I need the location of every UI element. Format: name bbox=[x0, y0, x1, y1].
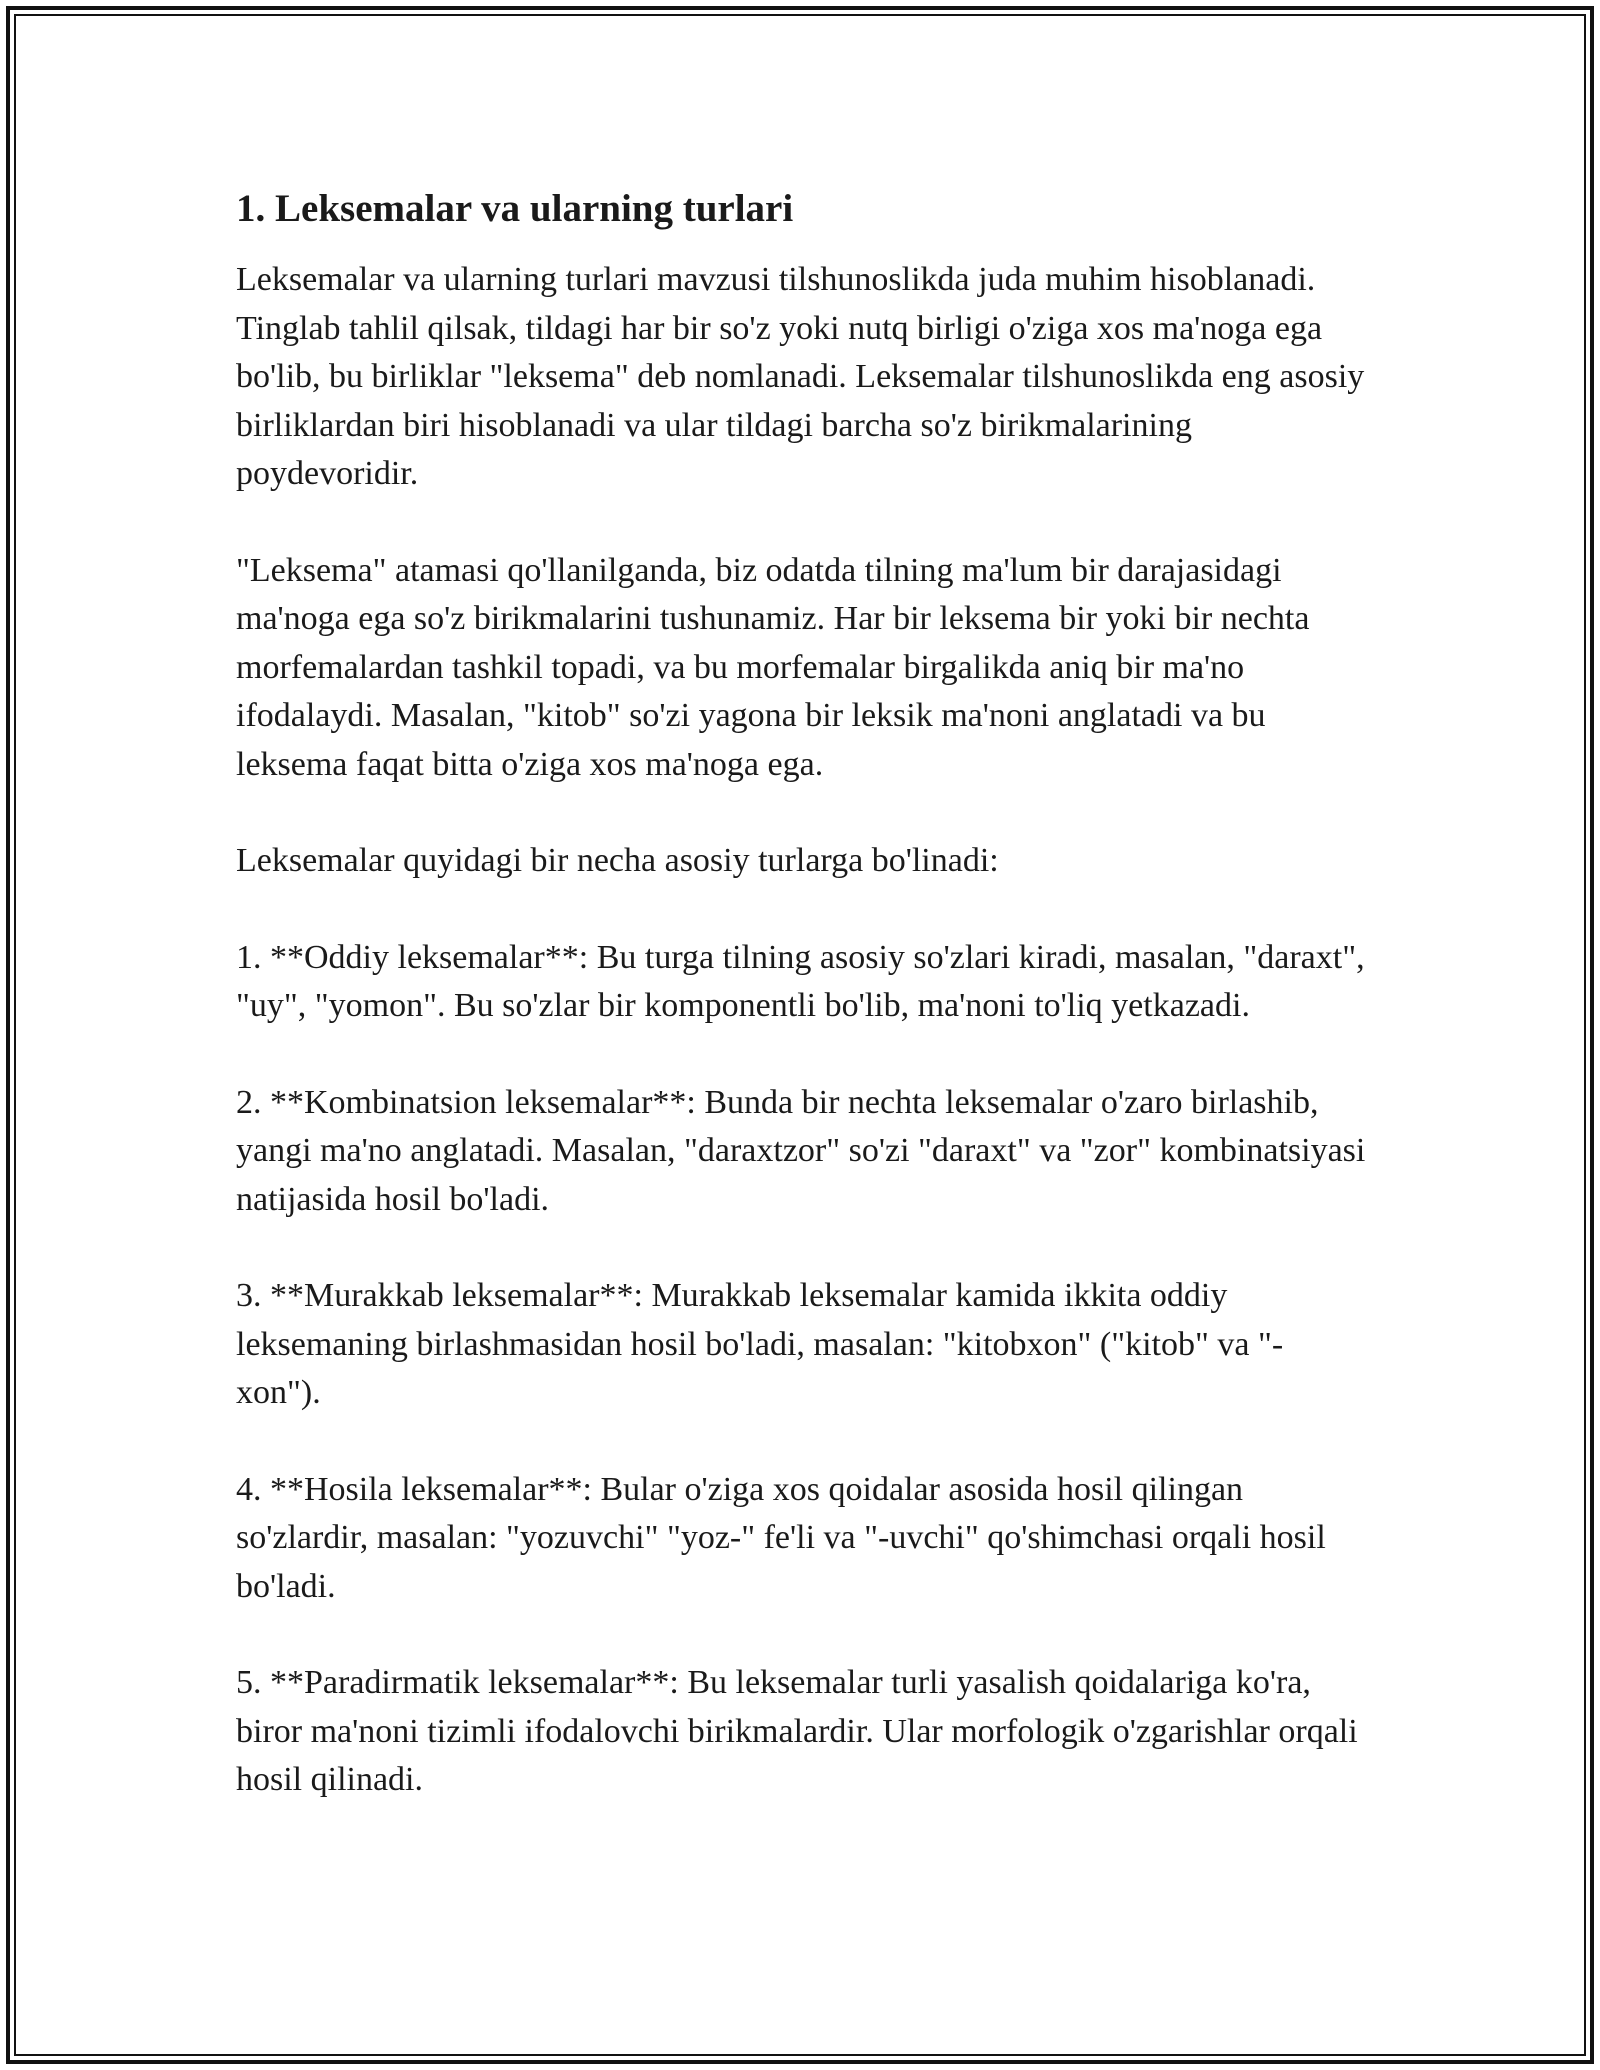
document-body bbox=[236, 184, 1366, 1853]
page-title: 1. Leksemalar va ularning turlari bbox=[236, 187, 794, 230]
paragraph-types-intro: Leksemalar quyidagi bir necha asosiy turlarga bo'linadi: bbox=[236, 842, 999, 879]
list-item-derived: 4. **Hosila leksemalar**: Bular o'ziga xos qoidalar asosida hosil qilingan so'zlardir, masalan: "yozuvchi" "yoz-" fe'li va "-uvchi" qo'shimchasi orqali hosil bo'ladi. bbox=[236, 1470, 1326, 1605]
paragraph-intro: Leksemalar va ularning turlari mavzusi tilshunoslikda juda muhim hisoblanadi. Tinglab tahlil qilsak, tildagi har bir so'z yoki nutq birligi o'ziga xos ma'noga ega bo'lib, bu birliklar "leksema" deb nomlanadi. Leksemalar tilshunoslikda eng asosiy birliklardan biri hisoblanadi va ular tildagi barcha so'z birikmalarining poydevoridir. bbox=[236, 261, 1365, 492]
list-item-paradigmatic: 5. **Paradirmatik leksemalar**: Bu leksemalar turli yasalish qoidalariga ko'ra, biror ma'noni tizimli ifodalovchi birikmalardir. Ular morfologik o'zgarishlar orqali hosil qilinadi. bbox=[236, 1664, 1358, 1798]
list-item-compound: 3. **Murakkab leksemalar**: Murakkab leksemalar kamida ikkita oddiy leksemaning birlashmasidan hosil bo'ladi, masalan: "kitobxon" ("kitob" va "-xon"). bbox=[236, 1277, 1284, 1411]
paragraph-definition: "Leksema" atamasi qo'llanilganda, biz odatda tilning ma'lum bir darajasidagi ma'noga ega so'z birikmalarini tushunamiz. Har bir leksema bir yoki bir nechta morfemalardan tashkil topadi, va bu morfemalar birgalikda aniq bir ma'no ifodalaydi. Masalan, "kitob" so'zi yagona bir leksik ma'noni anglatadi va bu leksema faqat bitta o'ziga xos ma'noga ega. bbox=[236, 551, 1310, 783]
list-item-simple: 1. **Oddiy leksemalar**: Bu turga tilning asosiy so'zlari kiradi, masalan, "daraxt", "uy", "yomon". Bu so'zlar bir komponentli bo'lib, ma'noni to'liq yetkazadi. bbox=[236, 938, 1365, 1024]
list-item-combination: 2. **Kombinatsion leksemalar**: Bunda bir nechta leksemalar o'zaro birlashib, yangi ma'no anglatadi. Masalan, "daraxtzor" so'zi "daraxt" va "zor" kombinatsiyasi natijasida hosil bo'ladi. bbox=[236, 1083, 1366, 1218]
